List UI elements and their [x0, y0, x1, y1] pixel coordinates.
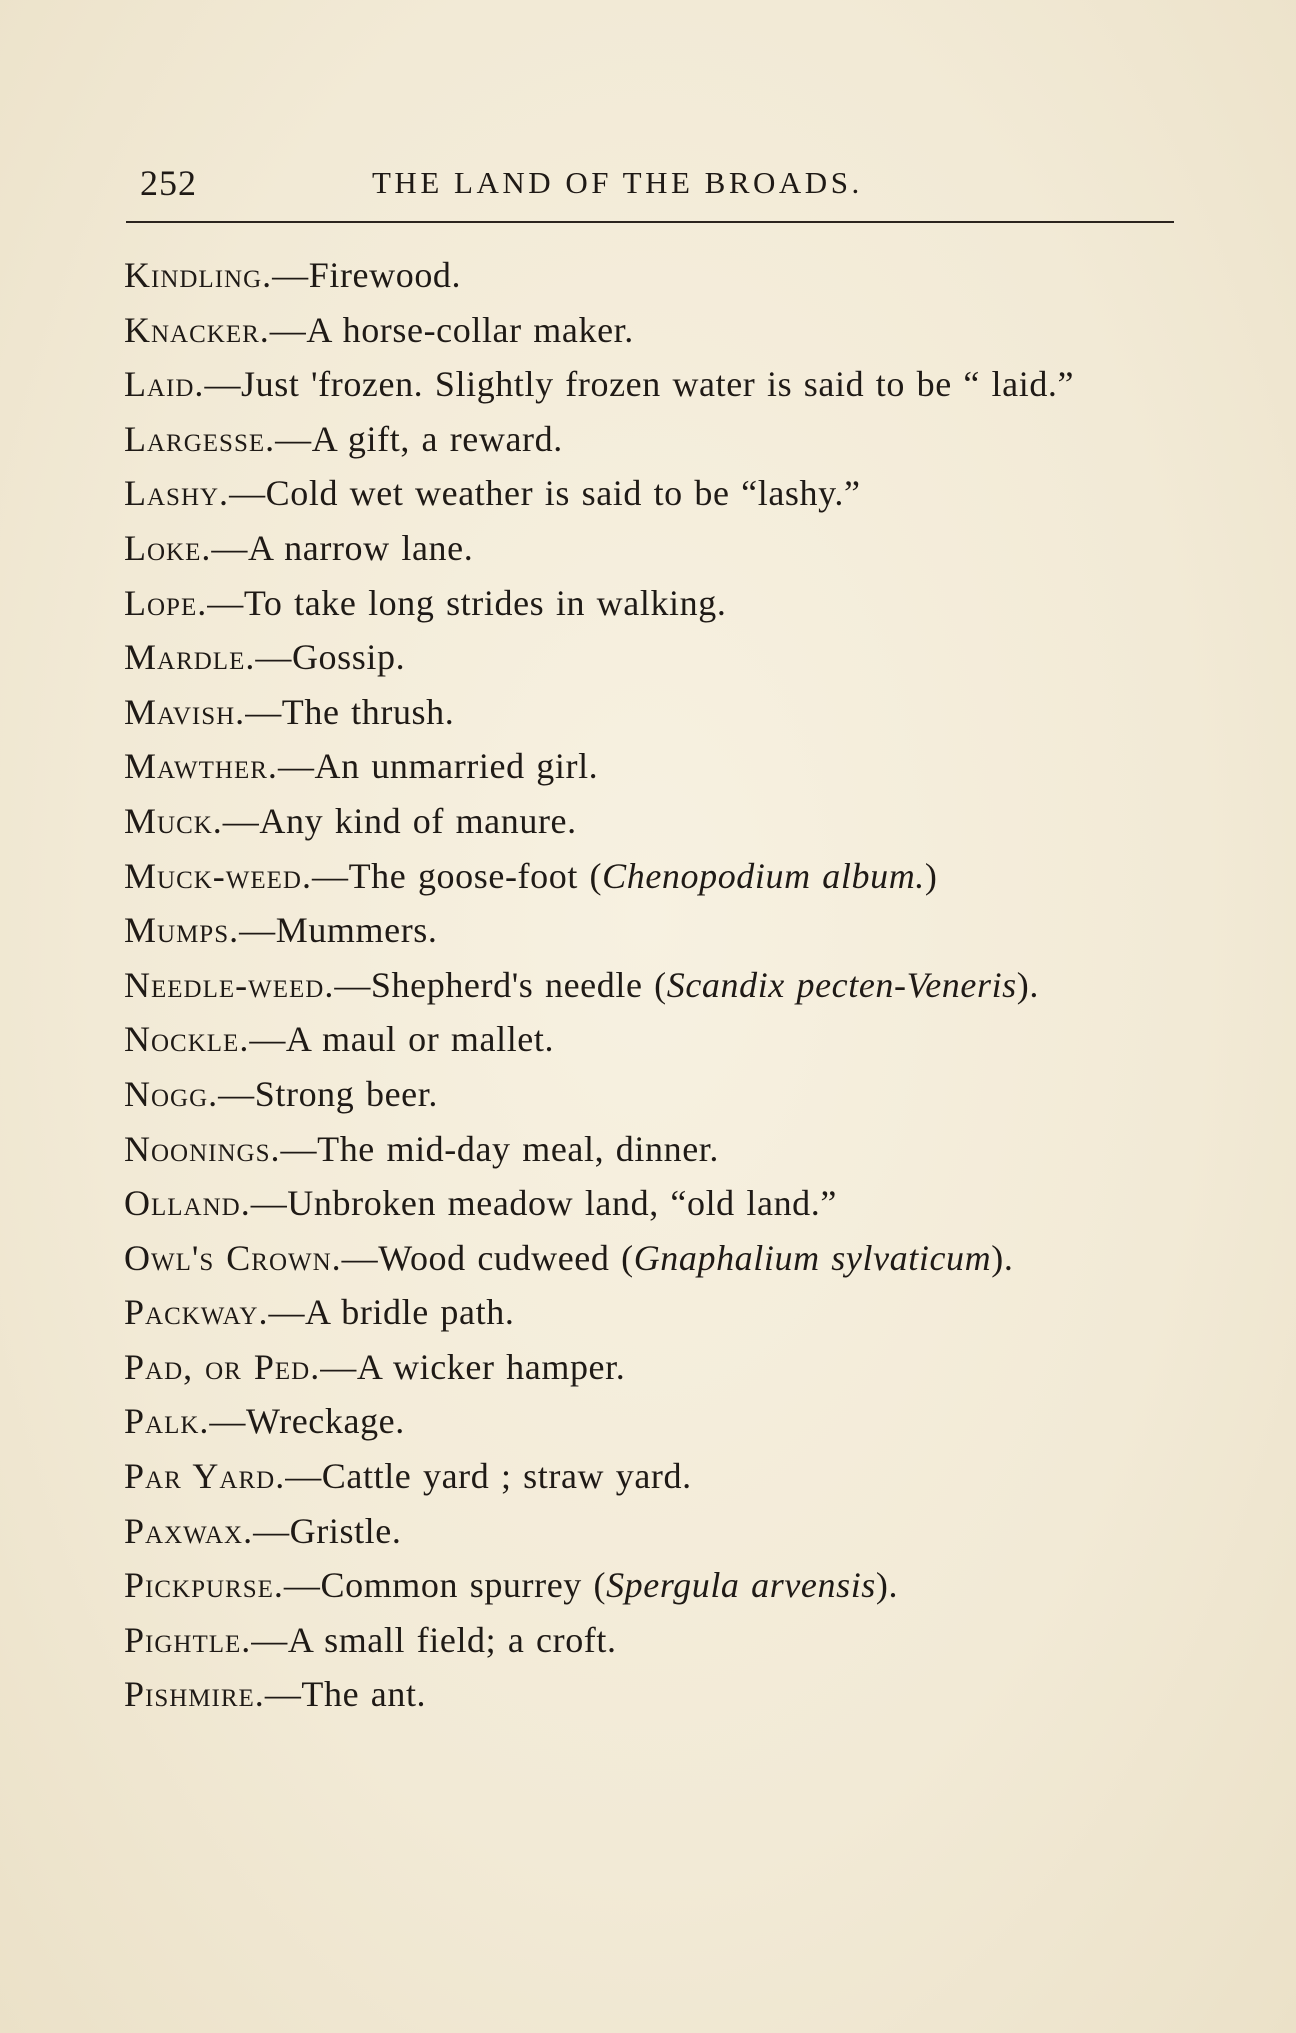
entry-definition: —The mid-day meal, dinner. [280, 1128, 719, 1169]
glossary-entry [124, 685, 1184, 740]
entry-definition: —Wood cudweed ( [341, 1237, 634, 1278]
entry-definition: —A horse-collar maker. [269, 309, 634, 350]
glossary-entry [124, 303, 1184, 358]
glossary-entry [124, 248, 1184, 303]
entry-closing: ) [924, 855, 938, 896]
entry-headword: Owl's Crown. [124, 1237, 342, 1278]
entry-latin-name: Scandix pecten-Veneris [666, 964, 1017, 1005]
entry-definition: —Strong beer. [218, 1073, 438, 1114]
entry-definition: —The thrush. [245, 691, 455, 732]
entry-definition: —Any kind of manure. [222, 800, 577, 841]
glossary-list [124, 248, 1184, 1722]
entry-headword: Mardle. [124, 637, 256, 678]
entry-definition: —To take long strides in walking. [207, 582, 727, 623]
glossary-entry [124, 1558, 1184, 1613]
entry-headword: Mavish. [124, 691, 246, 732]
entry-definition: —The ant. [264, 1674, 427, 1715]
glossary-entry [124, 357, 1184, 412]
glossary-entry [124, 1449, 1184, 1504]
entry-headword: Laid. [124, 364, 205, 405]
entry-headword: Pishmire. [124, 1674, 265, 1715]
glossary-entry [124, 1613, 1184, 1668]
entry-headword: Packway. [124, 1292, 269, 1333]
entry-definition: —Unbroken meadow land, “old land.” [250, 1183, 837, 1224]
entry-definition: —The goose-foot ( [311, 855, 603, 896]
entry-headword: Pickpurse. [124, 1565, 284, 1606]
glossary-entry [124, 1122, 1184, 1177]
entry-headword: Olland. [124, 1183, 251, 1224]
glossary-entry [124, 739, 1184, 794]
glossary-entry [124, 1667, 1184, 1722]
entry-headword: Paxwax. [124, 1510, 254, 1551]
entry-definition: —Cattle yard ; straw yard. [285, 1456, 692, 1497]
glossary-entry [124, 630, 1184, 685]
glossary-entry [124, 794, 1184, 849]
entry-headword: Noonings. [124, 1128, 281, 1169]
entry-headword: Palk. [124, 1401, 210, 1442]
entry-definition: —Gossip. [255, 637, 406, 678]
entry-closing: ). [875, 1565, 899, 1606]
entry-definition: —Mummers. [239, 910, 438, 951]
entry-definition: —Cold wet weather is said to be “lashy.” [229, 473, 861, 514]
entry-definition: —A maul or mallet. [249, 1019, 555, 1060]
entry-headword: Kindling. [124, 255, 273, 295]
glossary-entry [124, 903, 1184, 958]
entry-closing: ). [991, 1237, 1014, 1278]
glossary-entry [124, 1012, 1184, 1067]
glossary-entry [124, 1504, 1184, 1559]
entry-headword: Largesse. [124, 418, 276, 459]
glossary-entry [124, 1231, 1184, 1286]
entry-latin-name: Gnaphalium sylvaticum [633, 1237, 992, 1278]
entry-headword: Nockle. [124, 1019, 250, 1060]
entry-latin-name: Spergula arvensis [606, 1565, 876, 1606]
glossary-entry [124, 958, 1184, 1013]
entry-definition: —A small field; a croft. [251, 1619, 617, 1660]
glossary-entry [124, 1394, 1184, 1449]
entry-definition: —Firewood. [272, 255, 462, 295]
entry-headword: Needle-weed. [124, 964, 335, 1005]
entry-definition: —A gift, a reward. [275, 418, 563, 459]
entry-headword: Muck-weed. [124, 855, 312, 896]
entry-definition: —Common spurrey ( [283, 1565, 607, 1606]
glossary-entry [124, 576, 1184, 631]
entry-headword: Par Yard. [124, 1456, 286, 1497]
glossary-entry [124, 1340, 1184, 1395]
entry-headword: Lashy. [124, 473, 230, 514]
entry-definition: —Shepherd's needle ( [334, 964, 667, 1005]
running-title: THE LAND OF THE BROADS. [372, 165, 863, 200]
entry-definition: —A bridle path. [268, 1292, 515, 1333]
glossary-entry [124, 849, 1184, 904]
entry-definition: —Just 'frozen. Slightly frozen water is said to be “ laid.” [204, 364, 1075, 405]
entry-headword: Muck. [124, 800, 223, 841]
entry-headword: Mumps. [124, 910, 240, 951]
entry-headword: Loke. [124, 527, 212, 568]
entry-definition: —Gristle. [253, 1510, 402, 1551]
entry-definition: —Wreckage. [209, 1401, 405, 1442]
glossary-entry [124, 521, 1184, 576]
entry-latin-name: Chenopodium album. [602, 855, 925, 896]
entry-definition: —An unmarried girl. [277, 746, 599, 787]
glossary-entry [124, 1176, 1184, 1231]
glossary-entry [124, 412, 1184, 467]
entry-closing: ). [1016, 964, 1039, 1005]
header-rule [126, 221, 1174, 223]
entry-headword: Nogg. [124, 1073, 219, 1114]
entry-headword: Knacker. [124, 309, 270, 350]
entry-headword: Pightle. [124, 1619, 252, 1660]
glossary-entry [124, 1285, 1184, 1340]
glossary-entry [124, 466, 1184, 521]
running-head [140, 158, 1172, 208]
entry-headword: Lope. [124, 582, 208, 623]
entry-definition: —A wicker hamper. [320, 1346, 626, 1387]
glossary-entry [124, 1067, 1184, 1122]
entry-headword: Mawther. [124, 746, 278, 787]
page-number: 252 [140, 163, 197, 203]
entry-definition: —A narrow lane. [211, 527, 474, 568]
entry-headword: Pad, or Ped. [124, 1346, 321, 1387]
